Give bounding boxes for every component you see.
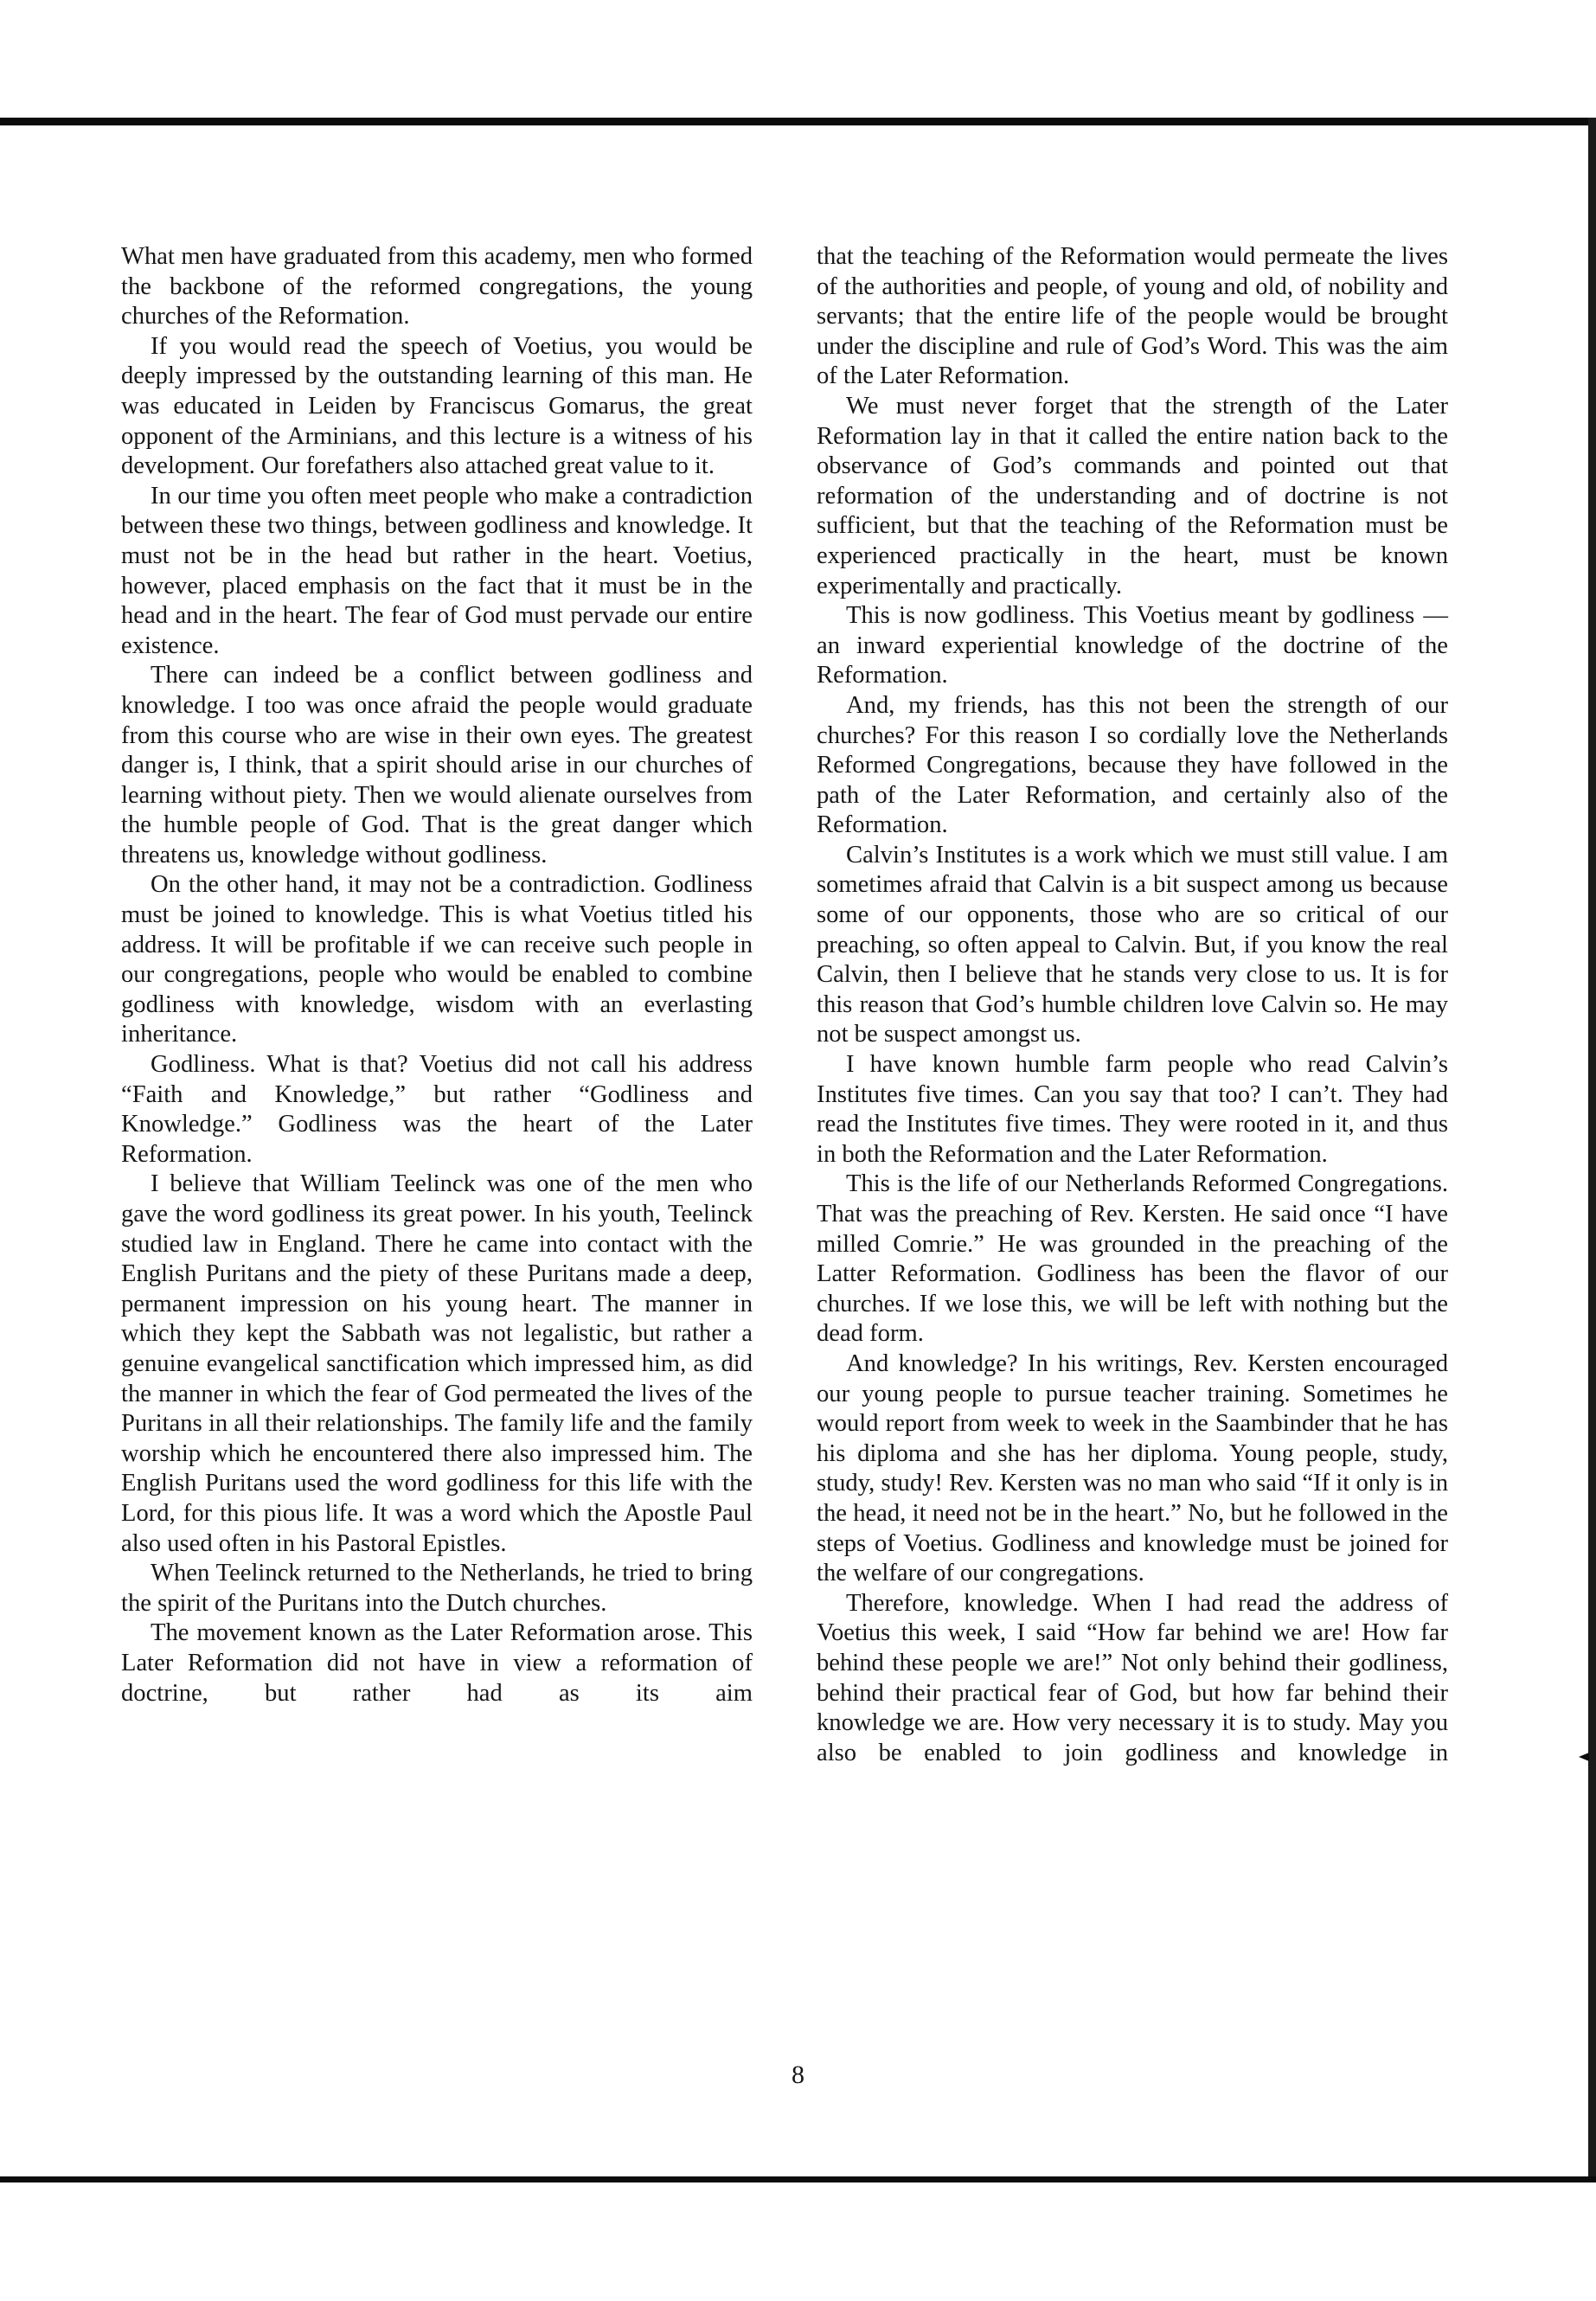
paragraph: On the other hand, it may not be a contradiction. Godliness must be joined to knowledge. This is what Voetius titled his address. It will be profitable if we can receive such people in our congregations, people who would be enabled to combine godliness with knowledge, wisdom with an everlasting inheritance. xyxy=(121,871,753,1048)
scan-edge-mark xyxy=(1579,1753,1589,1761)
scan-border-top xyxy=(0,118,1596,125)
paragraph: When Teelinck returned to the Netherlands, he tried to bring the spirit of the Puritans into the Dutch churches. xyxy=(121,1560,753,1617)
left-column xyxy=(121,242,753,1708)
paragraph: The movement known as the Later Reformation arose. This Later Reformation did not have in view a reformation of doctrine, but rather had as its aim xyxy=(121,1619,753,1707)
scan-border-bottom xyxy=(0,2176,1596,2182)
right-column xyxy=(817,242,1448,1768)
scan-border-right xyxy=(1588,118,1596,2182)
paragraph: This is now godliness. This Voetius meant by godliness — an inward experiential knowledge of the doctrine of the Reformation. xyxy=(817,602,1448,689)
paragraph: In our time you often meet people who make a contradiction between these two things, between godliness and knowledge. It must not be in the head but rather in the heart. Voetius, however, placed emphasis on the fact that it must be in the head and in the heart. The fear of God must pervade our entire existence. xyxy=(121,482,753,659)
paragraph: There can indeed be a conflict between godliness and knowledge. I too was once afraid the people would graduate from this course who are wise in their own eyes. The greatest danger is, I think, that a spirit should arise in our churches of learning without piety. Then we would alienate ourselves from the humble people of God. That is the great danger which threatens us, knowledge without godliness. xyxy=(121,662,753,868)
paragraph: that the teaching of the Reformation would permeate the lives of the authorities and people, of young and old, of nobility and servants; that the entire life of the people would be brought under the discipline and rule of God’s Word. This was the aim of the Later Reformation. xyxy=(817,243,1448,390)
page-number: 8 xyxy=(792,2061,804,2089)
paragraph: And knowledge? In his writings, Rev. Kersten encouraged our young people to pursue teacher training. Sometimes he would report from week to week in the Saambinder that he has his diploma and she has her diploma. Young people, study, study, study! Rev. Kersten was no man who said “If it only is in the head, it need not be in the heart.” No, but he followed in the steps of Voetius. Godliness and knowledge must be joined for the welfare of our congregations. xyxy=(817,1349,1448,1587)
paragraph: Therefore, knowledge. When I had read the address of Voetius this week, I said “How far behind we are! How far behind these people we are!” Not only behind their godliness, behind their practical fear of God, but how far behind their knowledge we are. How very necessary it is to study. May you also be enabled to join godliness and knowledge in xyxy=(817,1589,1448,1766)
paragraph: We must never forget that the strength of the Later Reformation lay in that it called the entire nation back to the observance of God’s commands and pointed out that reformation of the understanding and of doctrine is not sufficient, but that the teaching of the Reformation must be experienced practically in the heart, must be known experimentally and practically. xyxy=(817,392,1448,599)
paragraph: I believe that William Teelinck was one of the men who gave the word godliness its great power. In his youth, Teelinck studied law in England. There he came into contact with the English Puritans and the piety of these Puritans made a deep, permanent impression on his young heart. The manner in which they kept the Sabbath was not legalistic, but rather a genuine evangelical sanctification which impressed him, as did the manner in which the fear of God permeated the lives of the Puritans in all their relationships. The family life and the family worship which he encountered there also impressed him. The English Puritans used the word godliness for this life with the Lord, for this pious life. It was a word which the Apostle Paul also used often in his Pastoral Epistles. xyxy=(121,1170,753,1557)
paragraph: If you would read the speech of Voetius, you would be deeply impressed by the outstanding learning of this man. He was educated in Leiden by Franciscus Gomarus, the great opponent of the Arminians, and this lecture is a witness of his development. Our forefathers also attached great value to it. xyxy=(121,332,753,480)
paragraph: Calvin’s Institutes is a work which we must still value. I am sometimes afraid that Calvin is a bit suspect among us because some of our opponents, those who are so critical of our preaching, so often appeal to Calvin. But, if you know the real Calvin, then I believe that he stands very close to us. It is for this reason that God’s humble children love Calvin so. He may not be suspect amongst us. xyxy=(817,841,1448,1048)
paragraph: Godliness. What is that? Voetius did not call his address “Faith and Knowledge,” but rather “Godliness and Knowledge.” Godliness was the heart of the Later Reformation. xyxy=(121,1051,753,1168)
paragraph: And, my friends, has this not been the strength of our churches? For this reason I so cordially love the Netherlands Reformed Congregations, because they have followed in the path of the Later Reformation, and certainly also of the Reformation. xyxy=(817,691,1448,839)
paragraph: What men have graduated from this academy, men who formed the backbone of the reformed congregations, the young churches of the Reformation. xyxy=(121,243,753,330)
paragraph: I have known humble farm people who read Calvin’s Institutes five times. Can you say that too? I can’t. They had read the Institutes five times. They were rooted in it, and thus in both the Reformation and the Later Reformation. xyxy=(817,1051,1448,1168)
paragraph: This is the life of our Netherlands Reformed Congregations. That was the preaching of Rev. Kersten. He said once “I have milled Comrie.” He was grounded in the preaching of the Latter Reformation. Godliness has been the flavor of our churches. If we lose this, we will be left with nothing but the dead form. xyxy=(817,1170,1448,1348)
